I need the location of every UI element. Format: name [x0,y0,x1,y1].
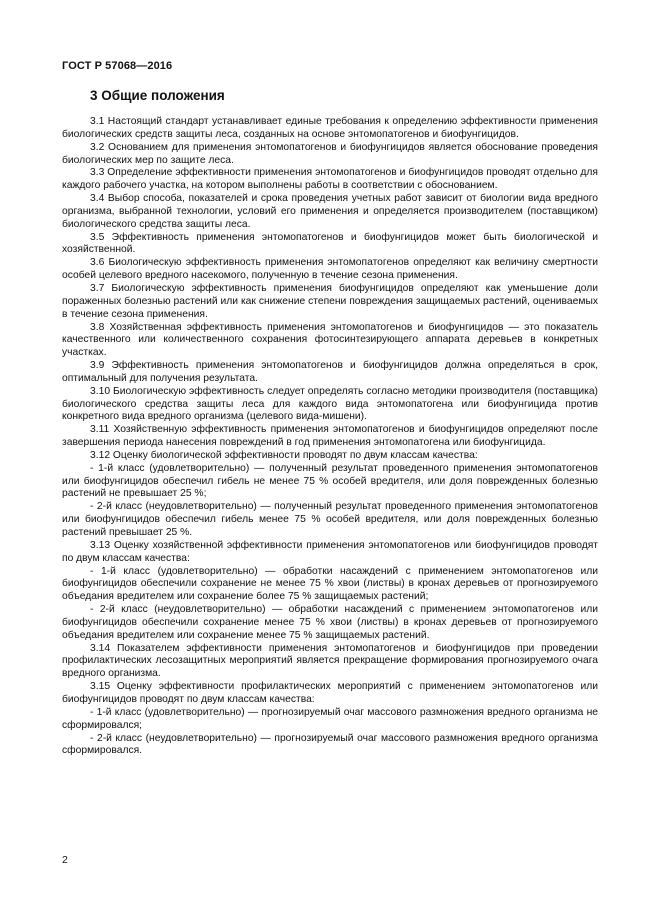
list-item-3-13-class-1: - 1-й класс (удовлетворительно) — обработки насаждений с применением энтомопатогенов или биофунгицидов обеспечили сохранение не менее 75 % хвои (листвы) в кронах деревьев от прогнозируемого объедания вредителем или сохранение более 75 % защищаемых растений; [62,565,598,603]
paragraph-3-14: 3.14 Показателем эффективности применения энтомопатогенов и биофунгицидов при проведении профилактических лесозащитных мероприятий является прекращение формирования прогнозируемого очага вредного организма. [62,642,598,680]
paragraph-3-10: 3.10 Биологическую эффективность следует определять согласно методики производителя (поставщика) биологического средства защиты леса для каждого вида энтомопатогена или биофунгицида против конкретного вида вредного организма (целевого вида-мишени). [62,385,598,423]
list-item-3-13-class-2: - 2-й класс (неудовлетворительно) — обработки насаждений с применением энтомопатогенов или биофунгицидов обеспечили сохранение менее 75 % хвои (листвы) в кронах деревьев от прогнозируемого объедания вредителем или сохранение менее 75 % защищаемых растений. [62,604,598,641]
list-item-3-15-class-2: - 2-й класс (неудовлетворительно) — прогнозируемый очаг массового размножения вредного организма сформировался. [62,732,598,757]
paragraph-3-6: 3.6 Биологическую эффективность применения энтомопатогенов определяют как величину смертности особей целевого вредного насекомого, полученную в течение сезона применения. [62,257,598,282]
page-number: 2 [62,854,68,866]
section-body [62,116,598,758]
paragraph-3-8: 3.8 Хозяйственная эффективность применения энтомопатогенов и биофунгицидов — это показатель качественного или количественного сохранения фотосинтезирующего аппарата деревьев в конкретных участках. [62,321,598,359]
paragraph-3-3: 3.3 Определение эффективности применения энтомопатогенов и биофунгицидов проводят отдельно для каждого рабочего участка, на котором выполнены работы в соответствии с обоснованием. [62,167,598,192]
paragraph-3-12: 3.12 Оценку биологической эффективности проводят по двум классам качества: [90,449,478,461]
paragraph-3-11: 3.11 Хозяйственную эффективность применения энтомопатогенов и биофунгицидов определяют после завершения периода нанесения повреждений в год применения энтомопатогена или биофунгицида. [62,424,598,449]
paragraph-3-1: 3.1 Настоящий стандарт устанавливает единые требования к определению эффективности применения биологических средств защиты леса, созданных на основе энтомопатогенов и биофунгицидов. [62,116,598,140]
paragraph-3-9: 3.9 Эффективность применения энтомопатогенов и биофунгицидов должна определяться в срок, оптимальный для получения результата. [62,360,598,384]
paragraph-3-4: 3.4 Выбор способа, показателей и срока проведения учетных работ зависит от биологии вида вредного организма, выбранной технологии, условий его применения и определяется производителем (поставщиком) биологического средства защиты леса. [62,193,598,230]
section-title: 3 Общие положения [90,88,225,103]
list-item-3-12-class-1: - 1-й класс (удовлетворительно) — полученный результат проведенного применения энтомопатогенов или биофунгицидов обеспечил гибель не менее 75 % особей вредителя, или доля поврежденных болезнью растений не превышает 25 %; [62,462,598,500]
paragraph-3-15: 3.15 Оценку эффективности профилактических мероприятий с применением энтомопатогенов или биофунгицидов проводят по двум классам качества: [62,681,598,705]
paragraph-3-13: 3.13 Оценку хозяйственной эффективности применения энтомопатогенов или биофунгицидов проводят по двум классам качества: [62,539,598,564]
document-header-code: ГОСТ Р 57068—2016 [62,60,173,72]
paragraph-3-2: 3.2 Основанием для применения энтомопатогенов и биофунгицидов является обоснование проведения биологических мер по защите леса. [62,141,598,166]
paragraph-3-7: 3.7 Биологическую эффективность применения биофунгицидов определяют как уменьшение доли пораженных болезнью растений или как снижение степени повреждения защищаемых растений, оцениваемых в течение сезона применения. [62,282,598,320]
paragraph-3-5: 3.5 Эффективность применения энтомопатогенов и биофунгицидов может быть биологической и хозяйственной. [62,231,598,256]
list-item-3-12-class-2: - 2-й класс (неудовлетворительно) — полученный результат проведенного применения энтомопатогенов или биофунгицидов обеспечил гибель менее 75 % особей вредителя, или доля поврежденных болезнью растений превышает 25 %. [62,501,598,538]
list-item-3-15-class-1: - 1-й класс (удовлетворительно) — прогнозируемый очаг массового размножения вредного организма не сформировался; [62,706,598,731]
